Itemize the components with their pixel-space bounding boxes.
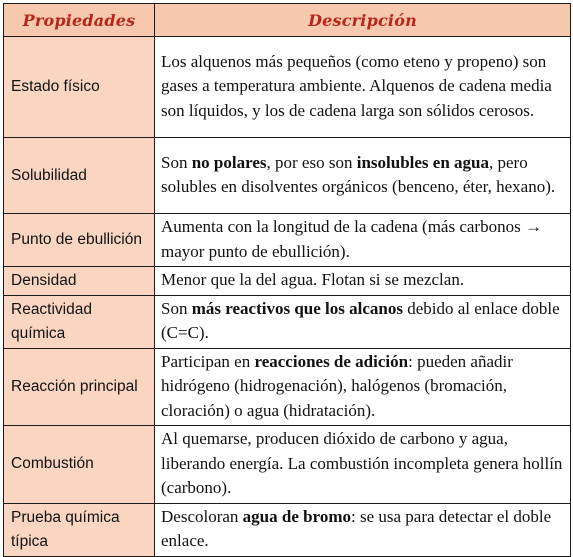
table-row xyxy=(4,138,571,214)
property-cell: Punto de ebullición xyxy=(4,214,155,267)
description-text: Descoloran xyxy=(161,506,243,526)
description-text: Son xyxy=(161,298,192,318)
table-row xyxy=(4,348,571,426)
description-cell xyxy=(155,138,571,214)
properties-table xyxy=(3,3,571,557)
description-cell xyxy=(155,503,571,556)
description-text: , por eso son xyxy=(266,152,357,172)
description-cell xyxy=(155,37,571,138)
property-cell: Combustión xyxy=(4,426,155,504)
description-cell xyxy=(155,295,571,348)
description-emphasis: insolubles en agua xyxy=(356,152,489,172)
description-emphasis: reacciones de adición xyxy=(254,351,409,371)
property-cell: Densidad xyxy=(4,267,155,296)
description-emphasis: más reactivos que los alcanos xyxy=(191,298,403,318)
description-cell xyxy=(155,267,571,296)
table-header-row xyxy=(4,4,571,37)
table-row xyxy=(4,295,571,348)
header-properties: Propiedades xyxy=(4,4,155,37)
description-text: Aumenta con la longitud de la cadena (más carbonos → mayor punto de ebullición). xyxy=(161,217,542,261)
description-emphasis: agua de bromo xyxy=(242,506,351,526)
description-text: : se usa para detectar el doble enlace. xyxy=(161,506,552,550)
description-text: debido al enlace doble (C=C). xyxy=(161,298,560,342)
description-text: Menor que la del agua. Flotan si se mezclan. xyxy=(161,270,465,289)
description-text: : pueden añadir hidrógeno (hidrogenación), halógenos (bromación, cloración) o agua (hidratación). xyxy=(161,351,513,420)
description-cell xyxy=(155,214,571,267)
description-cell xyxy=(155,348,571,426)
description-cell xyxy=(155,426,571,504)
description-text: Participan en xyxy=(161,351,255,371)
property-cell: Solubilidad xyxy=(4,138,155,214)
table-row xyxy=(4,37,571,138)
property-cell: Reactividad química xyxy=(4,295,155,348)
table-row xyxy=(4,214,571,267)
header-description: Descripción xyxy=(155,4,571,37)
description-text: Al quemarse, producen dióxido de carbono y agua, liberando energía. La combustión incompleta genera hollín (carbono). xyxy=(161,429,563,497)
description-emphasis: no polares xyxy=(191,152,267,172)
property-cell: Reacción principal xyxy=(4,348,155,426)
description-text: Los alquenos más pequeños (como eteno y propeno) son gases a temperatura ambiente. Alquenos de cadena media son líquidos, y los de cadena larga son sólidos cerosos. xyxy=(161,51,552,120)
table-row xyxy=(4,267,571,296)
description-text: Son xyxy=(161,152,192,172)
description-text: , pero solubles en disolventes orgánicos (benceno, éter, hexano). xyxy=(161,152,556,196)
property-cell: Estado físico xyxy=(4,37,155,138)
table-row xyxy=(4,426,571,504)
property-cell: Prueba química típica xyxy=(4,503,155,556)
table-row xyxy=(4,503,571,556)
